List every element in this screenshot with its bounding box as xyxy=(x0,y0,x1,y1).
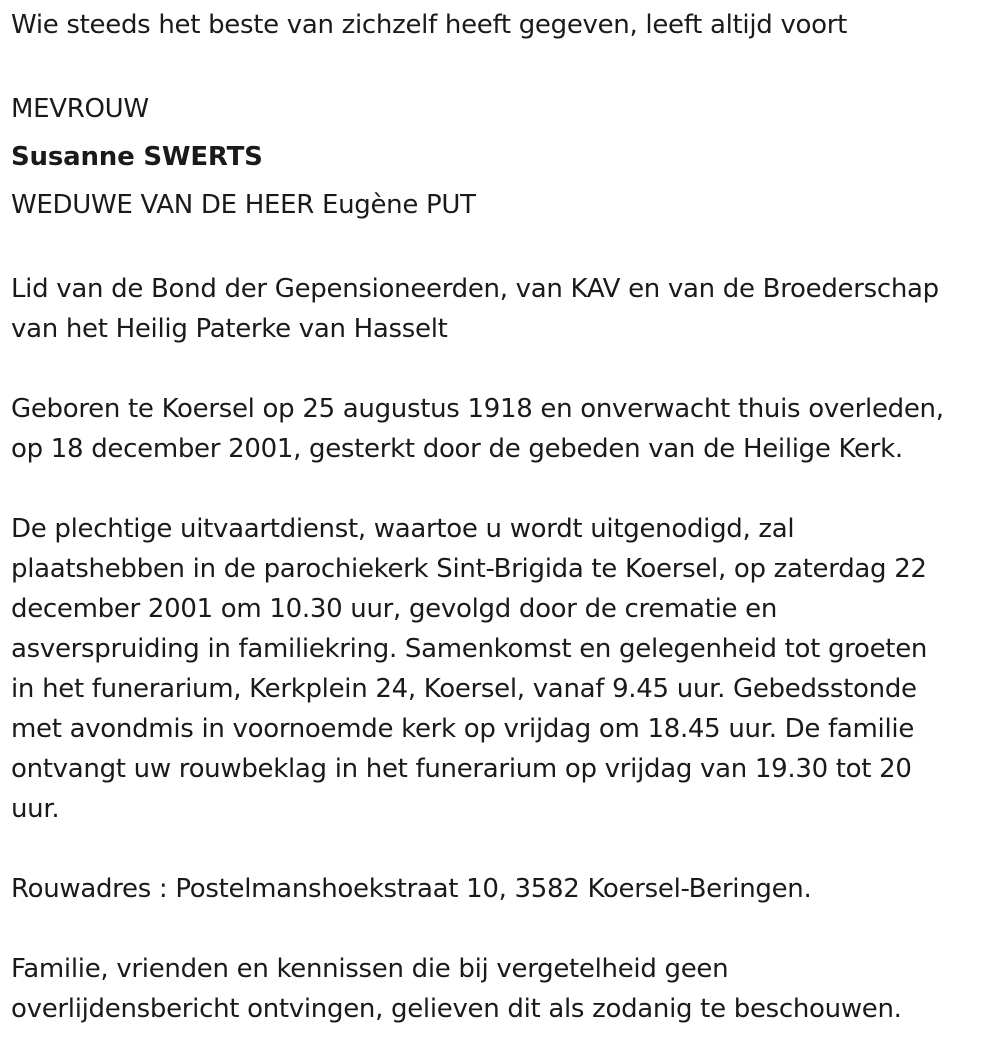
title-salutation: MEVROUW xyxy=(11,94,149,124)
motto: Wie steeds het beste van zichzelf heeft gegeven, leeft altijd voort xyxy=(11,10,848,40)
spacer xyxy=(11,829,1000,869)
funeral-line: in het funerarium, Kerkplein 24, Koersel, vanaf 9.45 uur. Gebedsstonde xyxy=(11,674,917,704)
spacer xyxy=(11,45,1000,85)
spacer xyxy=(11,469,1000,509)
closing-line: overlijdensbericht ontvingen, gelieven dit als zodanig te beschouwen. xyxy=(11,994,902,1024)
funeral-paragraph xyxy=(11,509,1000,829)
membership-line: Lid van de Bond der Gepensioneerden, van KAV en van de Broederschap xyxy=(11,274,939,304)
funeral-line: asverspruiding in familiekring. Samenkomst en gelegenheid tot groeten xyxy=(11,634,928,664)
spacer xyxy=(11,349,1000,389)
birth-death-paragraph xyxy=(11,389,1000,469)
spacer xyxy=(11,229,1000,269)
membership-paragraph xyxy=(11,269,1000,349)
funeral-line: plaatshebben in de parochiekerk Sint-Brigida te Koersel, op zaterdag 22 xyxy=(11,554,927,584)
widow-of: WEDUWE VAN DE HEER Eugène PUT xyxy=(11,190,476,220)
membership-line: van het Heilig Paterke van Hasselt xyxy=(11,314,448,344)
funeral-line: De plechtige uitvaartdienst, waartoe u wordt uitgenodigd, zal xyxy=(11,514,795,544)
closing-line: Familie, vrienden en kennissen die bij vergetelheid geen xyxy=(11,954,729,984)
birth-death-line: Geboren te Koersel op 25 augustus 1918 en onverwacht thuis overleden, xyxy=(11,394,944,424)
closing-paragraph xyxy=(11,949,1000,1029)
mourning-address: Rouwadres : Postelmanshoekstraat 10, 3582 Koersel-Beringen. xyxy=(11,874,812,904)
funeral-line: ontvangt uw rouwbeklag in het funerarium op vrijdag van 19.30 tot 20 xyxy=(11,754,912,784)
funeral-line: uur. xyxy=(11,794,60,824)
funeral-line: met avondmis in voornoemde kerk op vrijdag om 18.45 uur. De familie xyxy=(11,714,915,744)
birth-death-line: op 18 december 2001, gesterkt door de gebeden van de Heilige Kerk. xyxy=(11,434,903,464)
spacer xyxy=(11,909,1000,949)
funeral-line: december 2001 om 10.30 uur, gevolgd door de crematie en xyxy=(11,594,778,624)
deceased-name: Susanne SWERTS xyxy=(11,142,263,172)
